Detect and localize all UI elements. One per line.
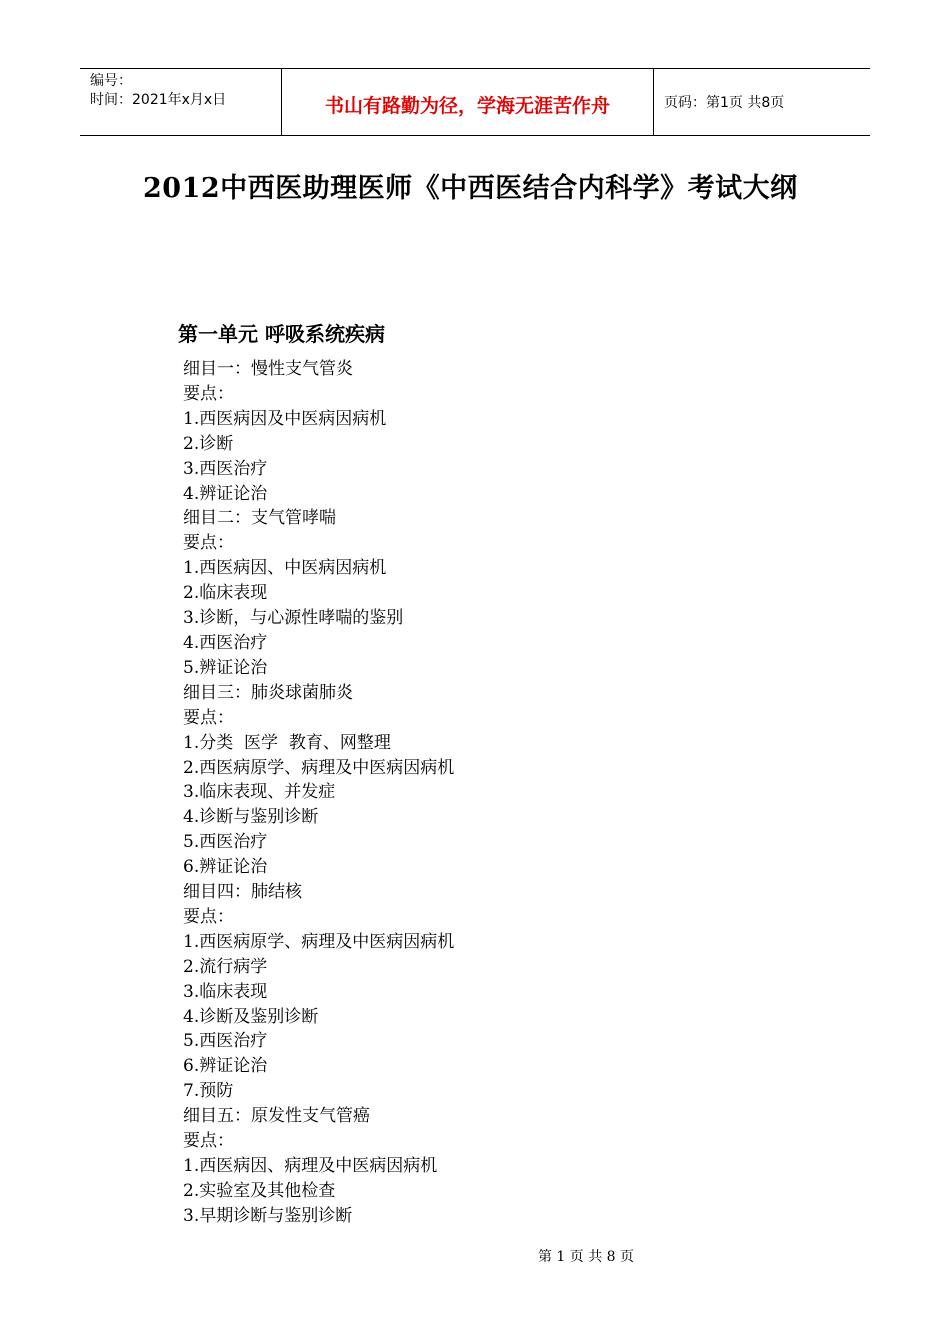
outline-line: 4.西医治疗	[183, 632, 268, 653]
outline-line: 6.辨证论治	[183, 857, 268, 878]
outline-line: 要点：	[183, 1131, 234, 1152]
document-title: 2012中西医助理医师《中西医结合内科学》考试大纲	[143, 173, 798, 204]
outline-line: 5.辨证论治	[183, 657, 268, 678]
outline-line: 3.西医治疗	[183, 458, 268, 479]
outline-line: 7.预防	[183, 1081, 234, 1102]
outline-line: 细目五：原发性支气管癌	[183, 1106, 370, 1127]
outline-line: 2.临床表现	[183, 583, 268, 604]
outline-line: 2.诊断	[183, 433, 234, 454]
outline-line: 要点：	[183, 906, 234, 927]
outline-line: 3.临床表现、并发症	[183, 782, 336, 803]
outline-line: 1.西医病因及中医病因病机	[183, 408, 387, 429]
outline-line: 1.西医病因、病理及中医病因病机	[183, 1156, 438, 1176]
page-header	[80, 68, 870, 136]
page-footer: 第 1 页 共 8 页	[537, 1249, 635, 1265]
number-label: 编号：	[90, 73, 132, 89]
header-page-cell	[654, 69, 870, 135]
outline-line: 2.实验室及其他检查	[183, 1180, 336, 1201]
header-meta-cell	[80, 69, 282, 135]
outline-line: 细目四：肺结核	[183, 882, 302, 903]
outline-line: 1.西医病因、中医病因病机	[183, 558, 387, 579]
outline-line: 3.早期诊断与鉴别诊断	[183, 1205, 353, 1226]
outline-line: 4.诊断与鉴别诊断	[183, 807, 319, 828]
outline-line: 3.诊断，与心源性哮喘的鉴别	[183, 608, 404, 629]
outline-line: 要点：	[183, 707, 234, 728]
page-info: 页码：第1页 共8页	[664, 95, 785, 111]
outline-line: 5.西医治疗	[183, 832, 268, 853]
outline-line: 4.辨证论治	[183, 483, 268, 504]
outline-line: 1.西医病原学、病理及中医病因病机	[183, 931, 455, 952]
outline-line: 要点：	[183, 383, 234, 404]
outline-line: 细目二：支气管哮喘	[183, 508, 336, 529]
outline-line: 4.诊断及鉴别诊断	[183, 1006, 319, 1027]
outline-line: 3.临床表现	[183, 981, 268, 1002]
unit-heading: 第一单元 呼吸系统疾病	[178, 322, 385, 346]
outline-line: 1.分类 医学 教育、网整理	[183, 732, 391, 753]
outline-line: 6.辨证论治	[183, 1056, 268, 1077]
outline-line: 2.西医病原学、病理及中医病因病机	[183, 757, 455, 778]
outline-line: 要点：	[183, 533, 234, 554]
outline-list	[183, 357, 454, 1229]
outline-line: 5.西医治疗	[183, 1031, 268, 1052]
motto-text: 书山有路勤为径，学海无涯苦作舟	[324, 94, 610, 117]
time-label: 时间：2021年x月x日	[90, 92, 227, 108]
outline-line: 2.流行病学	[183, 956, 268, 977]
header-motto-cell	[282, 69, 654, 135]
outline-line: 细目一：慢性支气管炎	[183, 359, 353, 379]
outline-line: 细目三：肺炎球菌肺炎	[183, 682, 353, 703]
